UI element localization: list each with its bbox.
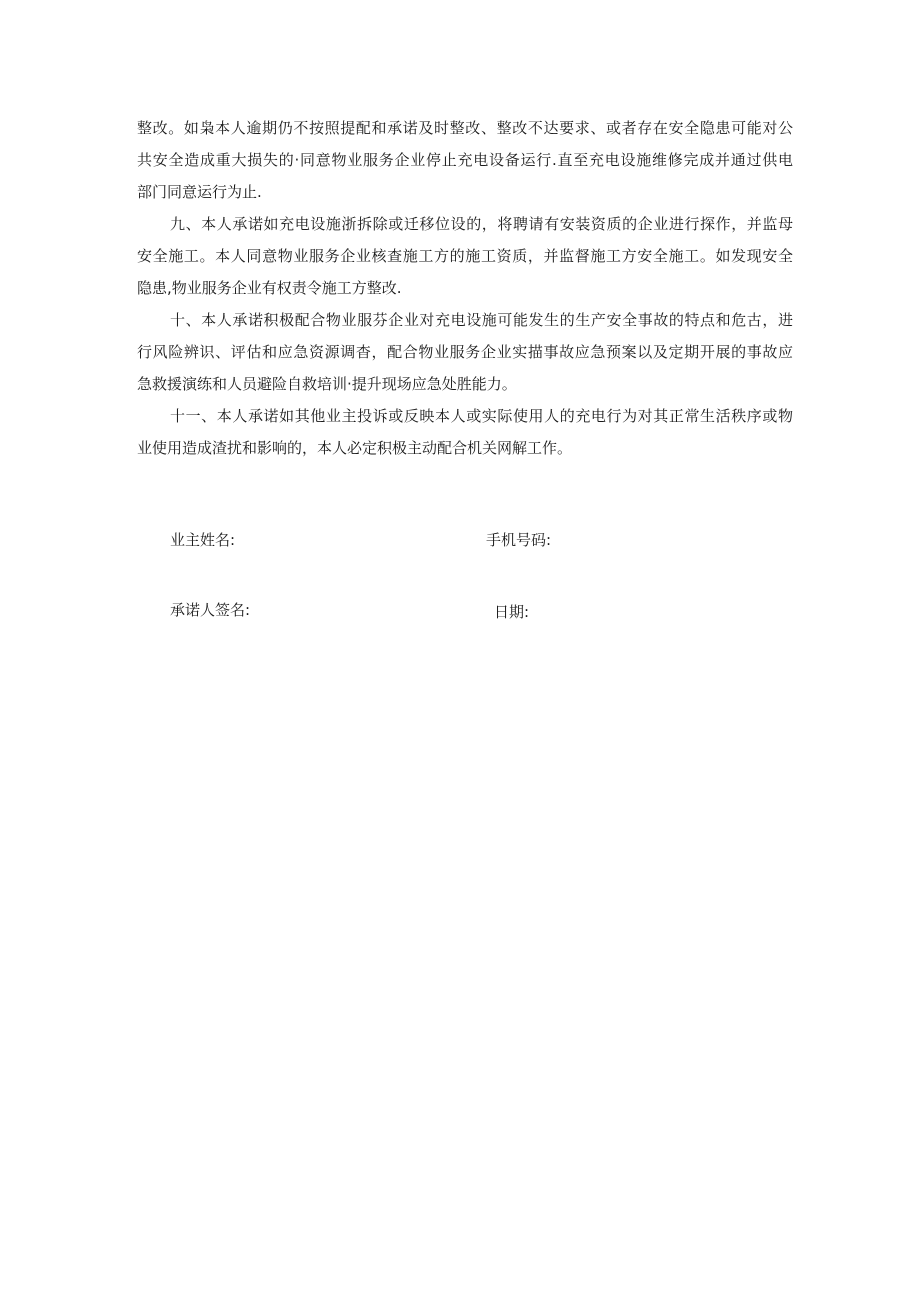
signer-signature-label: 承诺人签名: [170, 601, 251, 619]
text-line: 十一、本人承诺如其他业主投诉或反映本人或实际使用人的充电行为对其正常生活秩序或物 [170, 407, 793, 425]
text-line: 九、本人承诺如充电设施浙拆除或迁移位设的，将聘请有安装资质的企业进行探作，并监母 [170, 215, 793, 233]
text-line: 整改。如枭本人逾期仍不按照提配和承诺及时整改、整改不达要求、或者存在安全隐患可能对公 [137, 119, 793, 137]
text-line: 业使用造成渣扰和影响的，本人必定积极主动配合机关网解工作。 [137, 439, 573, 457]
paragraph-clause-9 [137, 208, 793, 304]
date-label: 日期: [494, 603, 530, 621]
text-line: 行风险辨识、评估和应急资源调杳，配合物业服务企业实描事故应急预案以及定期开展的事故应 [137, 343, 793, 361]
paragraph-clause-11 [137, 400, 793, 464]
document-body [137, 112, 793, 464]
text-line: 安全施工。本人同意物业服务企业核查施工方的施工资质，并监督施工方安全施工。如发现安全 [137, 247, 793, 265]
paragraph-clause-10 [137, 304, 793, 400]
text-line: 共安全造成重大损失的·同意物业服务企业停止充电设备运行.直至充电设施维修完成并通过供电 [137, 151, 793, 169]
text-line: 急救援演练和人员避险自救培训·提升现场应急处胜能力。 [137, 375, 517, 393]
phone-number-label: 手机号码: [486, 531, 552, 549]
owner-name-label: 业主姓名: [170, 531, 236, 549]
text-line: 隐患,物业服务企业有权责令施工方整改. [137, 279, 402, 297]
text-line: 部门同意运行为止. [137, 183, 262, 201]
text-line: 十、本人承诺积极配合物业服芬企业对充电设施可能发生的生产安全事故的特点和危古，进 [170, 311, 793, 329]
paragraph-continuation [137, 112, 793, 208]
